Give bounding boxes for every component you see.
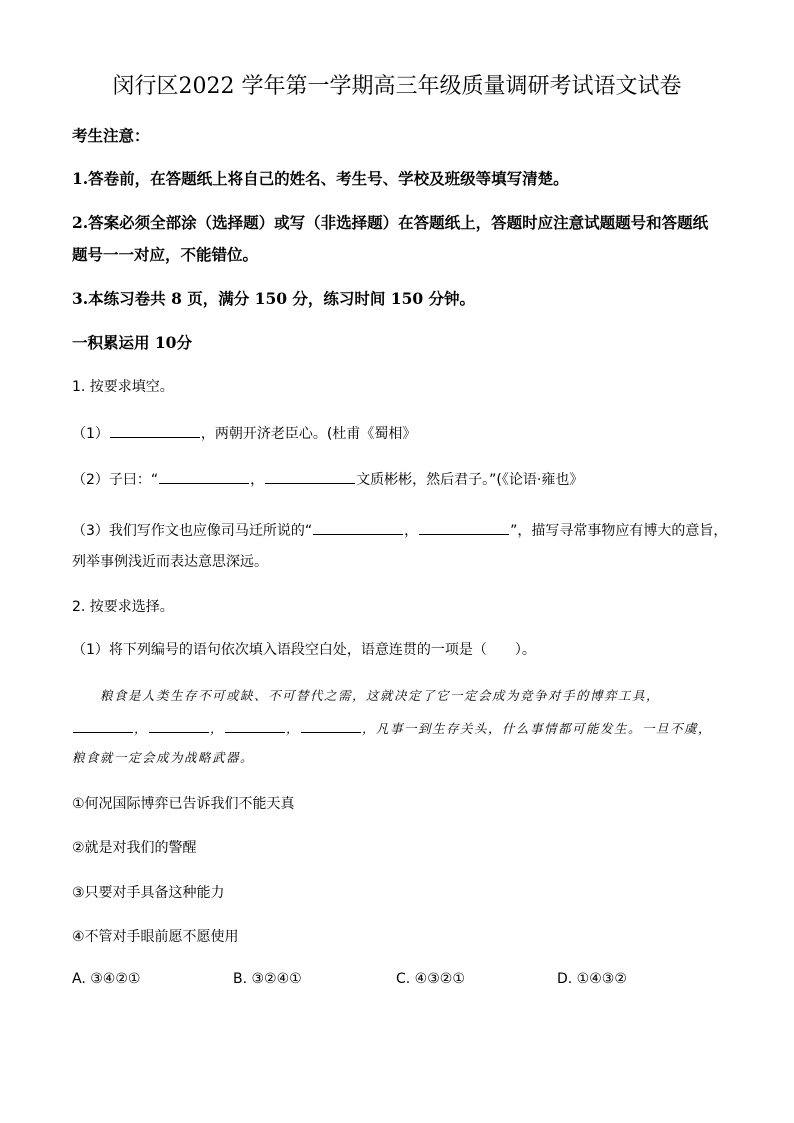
answer-blank[interactable]: [419, 519, 509, 535]
answer-blank[interactable]: [149, 717, 209, 733]
passage-line-2: [72, 717, 712, 737]
passage-sep: ，: [286, 721, 301, 736]
option-b[interactable]: B. ③②④①: [233, 971, 302, 987]
answer-blank[interactable]: [73, 717, 133, 733]
q1-part1-label: （1）: [72, 426, 109, 442]
notice-item-2-cont: 题号一一对应，不能错位。: [72, 245, 259, 264]
q1-part3-text: ”，描写寻常事物应有博大的意旨，: [510, 523, 728, 539]
q1-part2: [72, 468, 583, 489]
option-d[interactable]: D. ①④③②: [557, 971, 627, 987]
passage-line-3: 粮食就一定会成为战略武器。: [72, 750, 255, 765]
sentence-4: ④不管对手眼前愿不愿使用: [72, 929, 239, 945]
answer-blank[interactable]: [159, 468, 249, 484]
answer-blank[interactable]: [225, 717, 285, 733]
notice-heading: 考生注意：: [72, 126, 150, 145]
q1-part1: [72, 422, 416, 443]
notice-item-3: 3.本练习卷共 8 页，满分 150 分，练习时间 150 分钟。: [72, 289, 476, 308]
passage-sep: ，: [134, 721, 149, 736]
answer-blank[interactable]: [301, 717, 361, 733]
notice-item-2: 2.答案必须全部涂（选择题）或写（非选择题）在答题纸上，答题时应注意试题题号和答题纸: [72, 213, 709, 232]
passage-line-1: 粮食是人类生存不可或缺、不可替代之需，这就决定了它一定会成为竞争对手的博弈工具，: [100, 688, 661, 703]
sentence-3: ③只要对手具备这种能力: [72, 885, 225, 901]
q1-part3-cont: 列举事例浅近而表达意思深远。: [72, 554, 268, 570]
notice-item-1: 1.答卷前，在答题纸上将自己的姓名、考生号、学校及班级等填写清楚。: [72, 169, 569, 188]
sentence-1: ①何况国际博弈已告诉我们不能天真: [72, 796, 295, 812]
answer-blank[interactable]: [110, 422, 200, 438]
section-heading: 一积累运用 10分: [72, 333, 192, 352]
passage-sep: ，: [210, 721, 225, 736]
page-title: 闵行区2022 学年第一学期高三年级质量调研考试语文试卷: [112, 74, 682, 99]
answer-blank[interactable]: [265, 468, 355, 484]
answer-blank[interactable]: [313, 519, 403, 535]
q1-part3-sep: ，: [404, 523, 419, 539]
q1-stem: 1. 按要求填空。: [72, 379, 174, 395]
q1-part2-sep: ，: [250, 472, 265, 488]
passage-line-2-text: ，凡事一到生存关头，什么事情都可能发生。一旦不虞，: [362, 721, 713, 736]
sentence-2: ②就是对我们的警醒: [72, 840, 197, 856]
option-a[interactable]: A. ③④②①: [72, 971, 141, 987]
q1-part1-text: ，两朝开济老臣心。(杜甫《蜀相》: [200, 426, 417, 442]
q2-stem: 2. 按要求选择。: [72, 599, 174, 615]
q1-part2-label: （2）子曰：“: [72, 472, 159, 488]
option-c[interactable]: C. ④③②①: [396, 971, 465, 987]
q2-part1: （1）将下列编号的语句依次填入语段空白处，语意连贯的一项是（ ）。: [72, 642, 536, 658]
q1-part3: [72, 519, 727, 540]
q1-part3-label: （3）我们写作文也应像司马迁所说的“: [72, 523, 313, 539]
q1-part2-text: 文质彬彬，然后君子。”(《论语·雍也》: [356, 472, 584, 488]
